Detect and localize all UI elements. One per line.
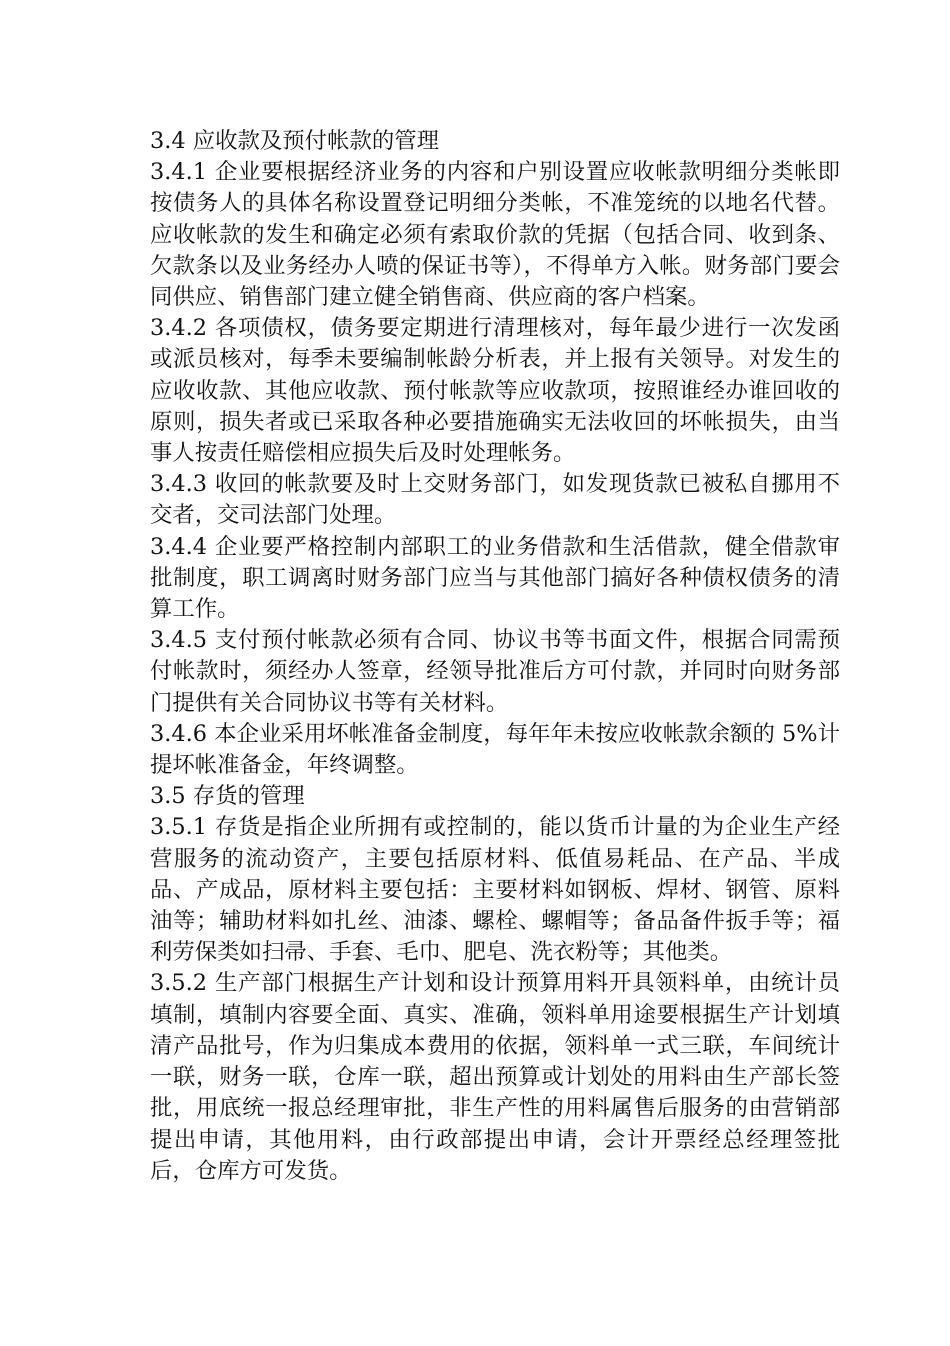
paragraph-3-5-2: 3.5.2 生产部门根据生产计划和设计预算用料开具领料单，由统计员填制，填制内容要全面、真实、准确，领料单用途要根据生产计划填清产品批号，作为归集成本费用的依据，领料单一式三联，车间统计一联，财务一联，仓库一联，超出预算或计划处的用料由生产部长签批，用底统一报总经理审批，非生产性的用料属售后服务的由营销部提出申请，其他用料，由行政部提出申请，会计开票经总经理签批后，仓库方可发货。	[150, 970, 840, 1184]
paragraph-3-4-5: 3.4.5 支付预付帐款必须有合同、协议书等书面文件，根据合同需预付帐款时，须经办人签章，经领导批准后方可付款，并同时向财务部门提供有关合同协议书等有关材料。	[150, 627, 840, 716]
paragraph-3-5-1: 3.5.1 存货是指企业所拥有或控制的，能以货币计量的为企业生产经营服务的流动资产，主要包括原材料、低值易耗品、在产品、半成品、产成品，原材料主要包括：主要材料如钢板、焊材、钢管、原料油等；辅助材料如扎丝、油漆、螺栓、螺帽等；备品备件扳手等；福利劳保类如扫帚、手套、毛巾、肥皂、洗衣粉等；其他类。	[150, 814, 840, 966]
paragraph-3-4-4: 3.4.4 企业要严格控制内部职工的业务借款和生活借款，健全借款审批制度，职工调离时财务部门应当与其他部门搞好各种债权债务的清算工作。	[150, 533, 840, 623]
document-body	[150, 126, 840, 1187]
paragraph-3-4-3: 3.4.3 收回的帐款要及时上交财务部门，如发现货款已被私自挪用不交者，交司法部门处理。	[150, 471, 840, 529]
paragraph-3-4-2: 3.4.2 各项债权，债务要定期进行清理核对，每年最少进行一次发函或派员核对，每季未要编制帐龄分析表，并上报有关领导。对发生的应收收款、其他应收款、预付帐款等应收款项，按照谁经办谁回收的原则，损失者或已采取各种必要措施确实无法收回的坏帐损失，由当事人按责任赔偿相应损失后及时处理帐务。	[150, 315, 840, 467]
section-heading-3-4: 3.4 应收款及预付帐款的管理	[150, 128, 440, 154]
section-heading-3-5: 3.5 存货的管理	[150, 783, 305, 810]
paragraph-3-4-6: 3.4.6 本企业采用坏帐准备金制度，每年年未按应收帐款余额的 5%计提坏帐准备金，年终调整。	[150, 720, 840, 779]
paragraph-3-4-1: 3.4.1 企业要根据经济业务的内容和户别设置应收帐款明细分类帐即按债务人的具体名称设置登记明细分类帐，不准笼统的以地名代替。应收帐款的发生和确定必须有索取价款的凭据（包括合同、收到条、欠款条以及业务经办人喷的保证书等），不得单方入帐。财务部门要会同供应、销售部门建立健全销售商、供应商的客户档案。	[150, 159, 840, 311]
